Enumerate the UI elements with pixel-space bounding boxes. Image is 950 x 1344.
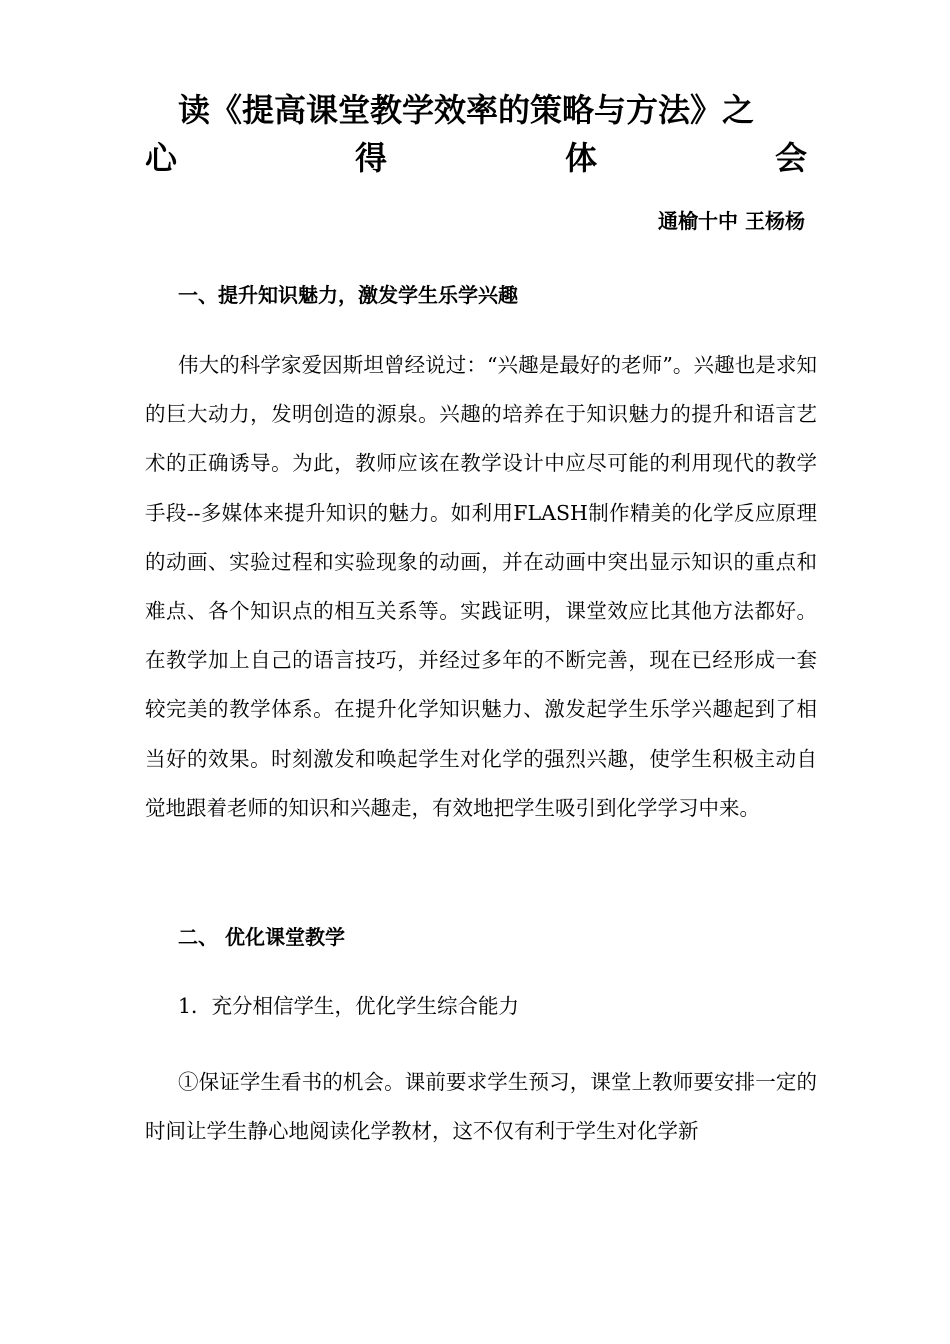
section-2-heading: 二、 优化课堂教学 xyxy=(178,925,345,949)
document-title-line-2 xyxy=(145,134,807,182)
section-1-paragraph: 伟大的科学家爱因斯坦曾经说过：“兴趣是最好的老师”。兴趣也是求知的巨大动力，发明创造的源泉。兴趣的培养在于知识魅力的提升和语言艺术的正确诱导。为此，教师应该在教学设计中应尽可能的利用现代的教学手段--多媒体来提升知识的魅力。如利用FLASH制作精美的化学反应原理的动画、实验过程和实验现象的动画，并在动画中突出显示知识的重点和难点、各个知识点的相互关系等。实践证明，课堂效应比其他方法都好。在教学加上自己的语言技巧，并经过多年的不断完善，现在已经形成一套较完美的教学体系。在提升化学知识魅力、激发起学生乐学兴趣起到了相当好的效果。时刻激发和唤起学生对化学的强烈兴趣，使学生积极主动自觉地跟着老师的知识和兴趣走，有效地把学生吸引到化学学习中来。 xyxy=(145,353,817,820)
title-char: 体 xyxy=(564,139,597,177)
author-line: 通榆十中 王杨杨 xyxy=(658,209,805,233)
title-char: 会 xyxy=(774,139,807,177)
section-1-heading: 一、提升知识魅力，激发学生乐学兴趣 xyxy=(178,283,518,307)
title-char: 心 xyxy=(145,139,178,177)
document-title-line-1: 读《提高课堂教学效率的策略与方法》之 xyxy=(178,91,755,129)
title-char: 得 xyxy=(354,139,387,177)
section-2-subheading: 1．充分相信学生，优化学生综合能力 xyxy=(178,994,520,1018)
section-2-paragraph: ①保证学生看书的机会。课前要求学生预习，课堂上教师要安排一定的时间让学生静心地阅读化学教材，这不仅有利于学生对化学新 xyxy=(145,1070,817,1144)
